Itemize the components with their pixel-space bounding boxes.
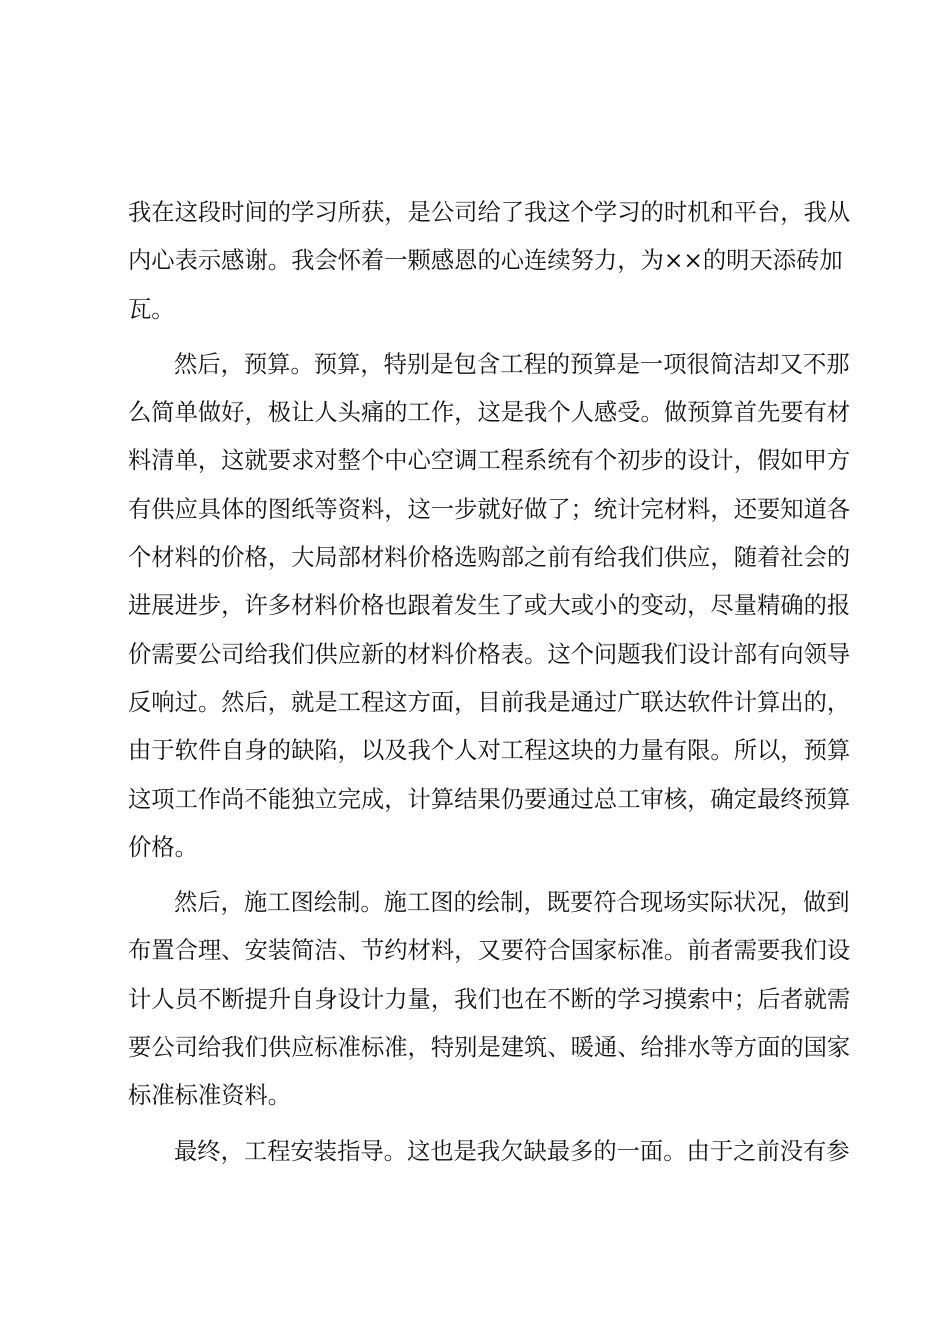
paragraph-line: 布置合理、安装简洁、节约材料，又要符合国家标准。前者需要我们设 [128,937,851,965]
paragraph-line: 个材料的价格，大局部材料价格选购部之前有给我们供应，随着社会的 [128,544,851,572]
paragraph-line: 然后，施工图绘制。施工图的绘制，既要符合现场实际状况，做到 [174,889,850,917]
paragraph-line: 料清单，这就要求对整个中心空调工程系统有个初步的设计，假如甲方 [128,447,851,475]
paragraph-line: 瓦。 [128,295,175,323]
paragraph-line: 进展进步，许多材料价格也跟着发生了或大或小的变动，尽量精确的报 [128,592,851,620]
paragraph-line: 最终，工程安装指导。这也是我欠缺最多的一面。由于之前没有参 [174,1137,850,1165]
paragraph-line: 由于软件自身的缺陷，以及我个人对工程这块的力量有限。所以，预算 [128,737,851,765]
paragraph-2 [128,341,851,872]
paragraph-line: 标准标准资料。 [128,1082,292,1110]
paragraph-line: 有供应具体的图纸等资料，这一步就好做了；统计完材料，还要知道各 [128,495,851,523]
paragraph-line: 要公司给我们供应标准标准，特别是建筑、暖通、给排水等方面的国家 [128,1034,851,1062]
paragraph-1 [128,189,851,334]
paragraph-3 [128,879,851,1120]
paragraph-line: 内心表示感谢。我会怀着一颗感恩的心连续努力，为××的明天添砖加 [128,247,843,275]
paragraph-line: 价格。 [128,833,198,861]
paragraph-line: 计人员不断提升自身设计力量，我们也在不断的学习摸索中；后者就需 [128,985,851,1013]
paragraph-line: 反响过。然后，就是工程这方面，目前我是通过广联达软件计算出的， [128,688,851,716]
paragraph-4 [128,1128,850,1176]
paragraph-line: 然后，预算。预算，特别是包含工程的预算是一项很简洁却又不那 [174,350,850,378]
document-body [128,189,851,1176]
paragraph-line: 么简单做好，极让人头痛的工作，这是我个人感受。做预算首先要有材 [128,399,851,427]
paragraph-line: 这项工作尚不能独立完成，计算结果仍要通过总工审核，确定最终预算 [128,785,851,813]
paragraph-line: 我在这段时间的学习所获，是公司给了我这个学习的时机和平台，我从 [128,199,851,226]
paragraph-line: 价需要公司给我们供应新的材料价格表。这个问题我们设计部有向领导 [128,640,851,668]
